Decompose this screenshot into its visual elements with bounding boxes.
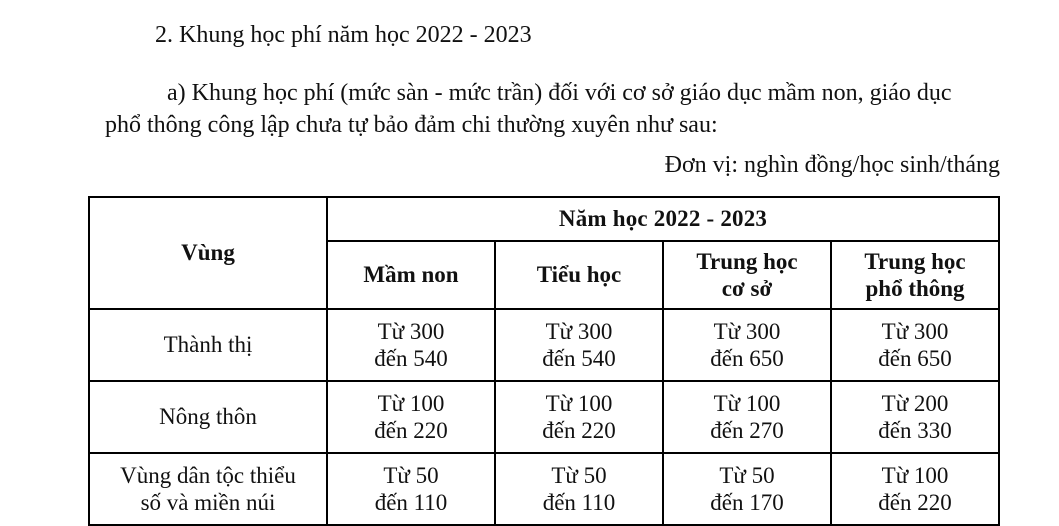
cell-ethnic-lower-secondary: Từ 50 đến 170 [663,453,831,525]
intro-paragraph: a) Khung học phí (mức sàn - mức trần) đối với cơ sở giáo dục mầm non, giáo dục phổ thông công lập chưa tự bảo đảm chi thường xuyên như sau: [105,80,952,138]
table-header-row-1 [89,197,999,241]
cell-rural-preschool: Từ 100 đến 220 [327,381,495,453]
header-school-year: Năm học 2022 - 2023 [327,197,999,241]
row-region-rural: Nông thôn [89,381,327,453]
cell-urban-preschool: Từ 300 đến 540 [327,309,495,381]
cell-ethnic-preschool: Từ 50 đến 110 [327,453,495,525]
cell-ethnic-primary: Từ 50 đến 110 [495,453,663,525]
cell-rural-lower-secondary: Từ 100 đến 270 [663,381,831,453]
cell-ethnic-upper-secondary: Từ 100 đến 220 [831,453,999,525]
tuition-fee-table [88,196,1000,526]
table-row [89,453,999,525]
header-column-preschool: Mầm non [327,241,495,309]
header-column-primary: Tiểu học [495,241,663,309]
header-region: Vùng [89,197,327,309]
cell-urban-upper-secondary: Từ 300 đến 650 [831,309,999,381]
unit-note: Đơn vị: nghìn đồng/học sinh/tháng [664,152,1000,178]
cell-urban-primary: Từ 300 đến 540 [495,309,663,381]
row-region-urban: Thành thị [89,309,327,381]
table-row [89,381,999,453]
section-heading: 2. Khung học phí năm học 2022 - 2023 [155,22,532,48]
cell-rural-upper-secondary: Từ 200 đến 330 [831,381,999,453]
cell-urban-lower-secondary: Từ 300 đến 650 [663,309,831,381]
cell-rural-primary: Từ 100 đến 220 [495,381,663,453]
table-row [89,309,999,381]
row-region-ethnic-mountain: Vùng dân tộc thiểu số và miền núi [89,453,327,525]
header-column-upper-secondary: Trung học phổ thông [831,241,999,309]
header-column-lower-secondary: Trung học cơ sở [663,241,831,309]
